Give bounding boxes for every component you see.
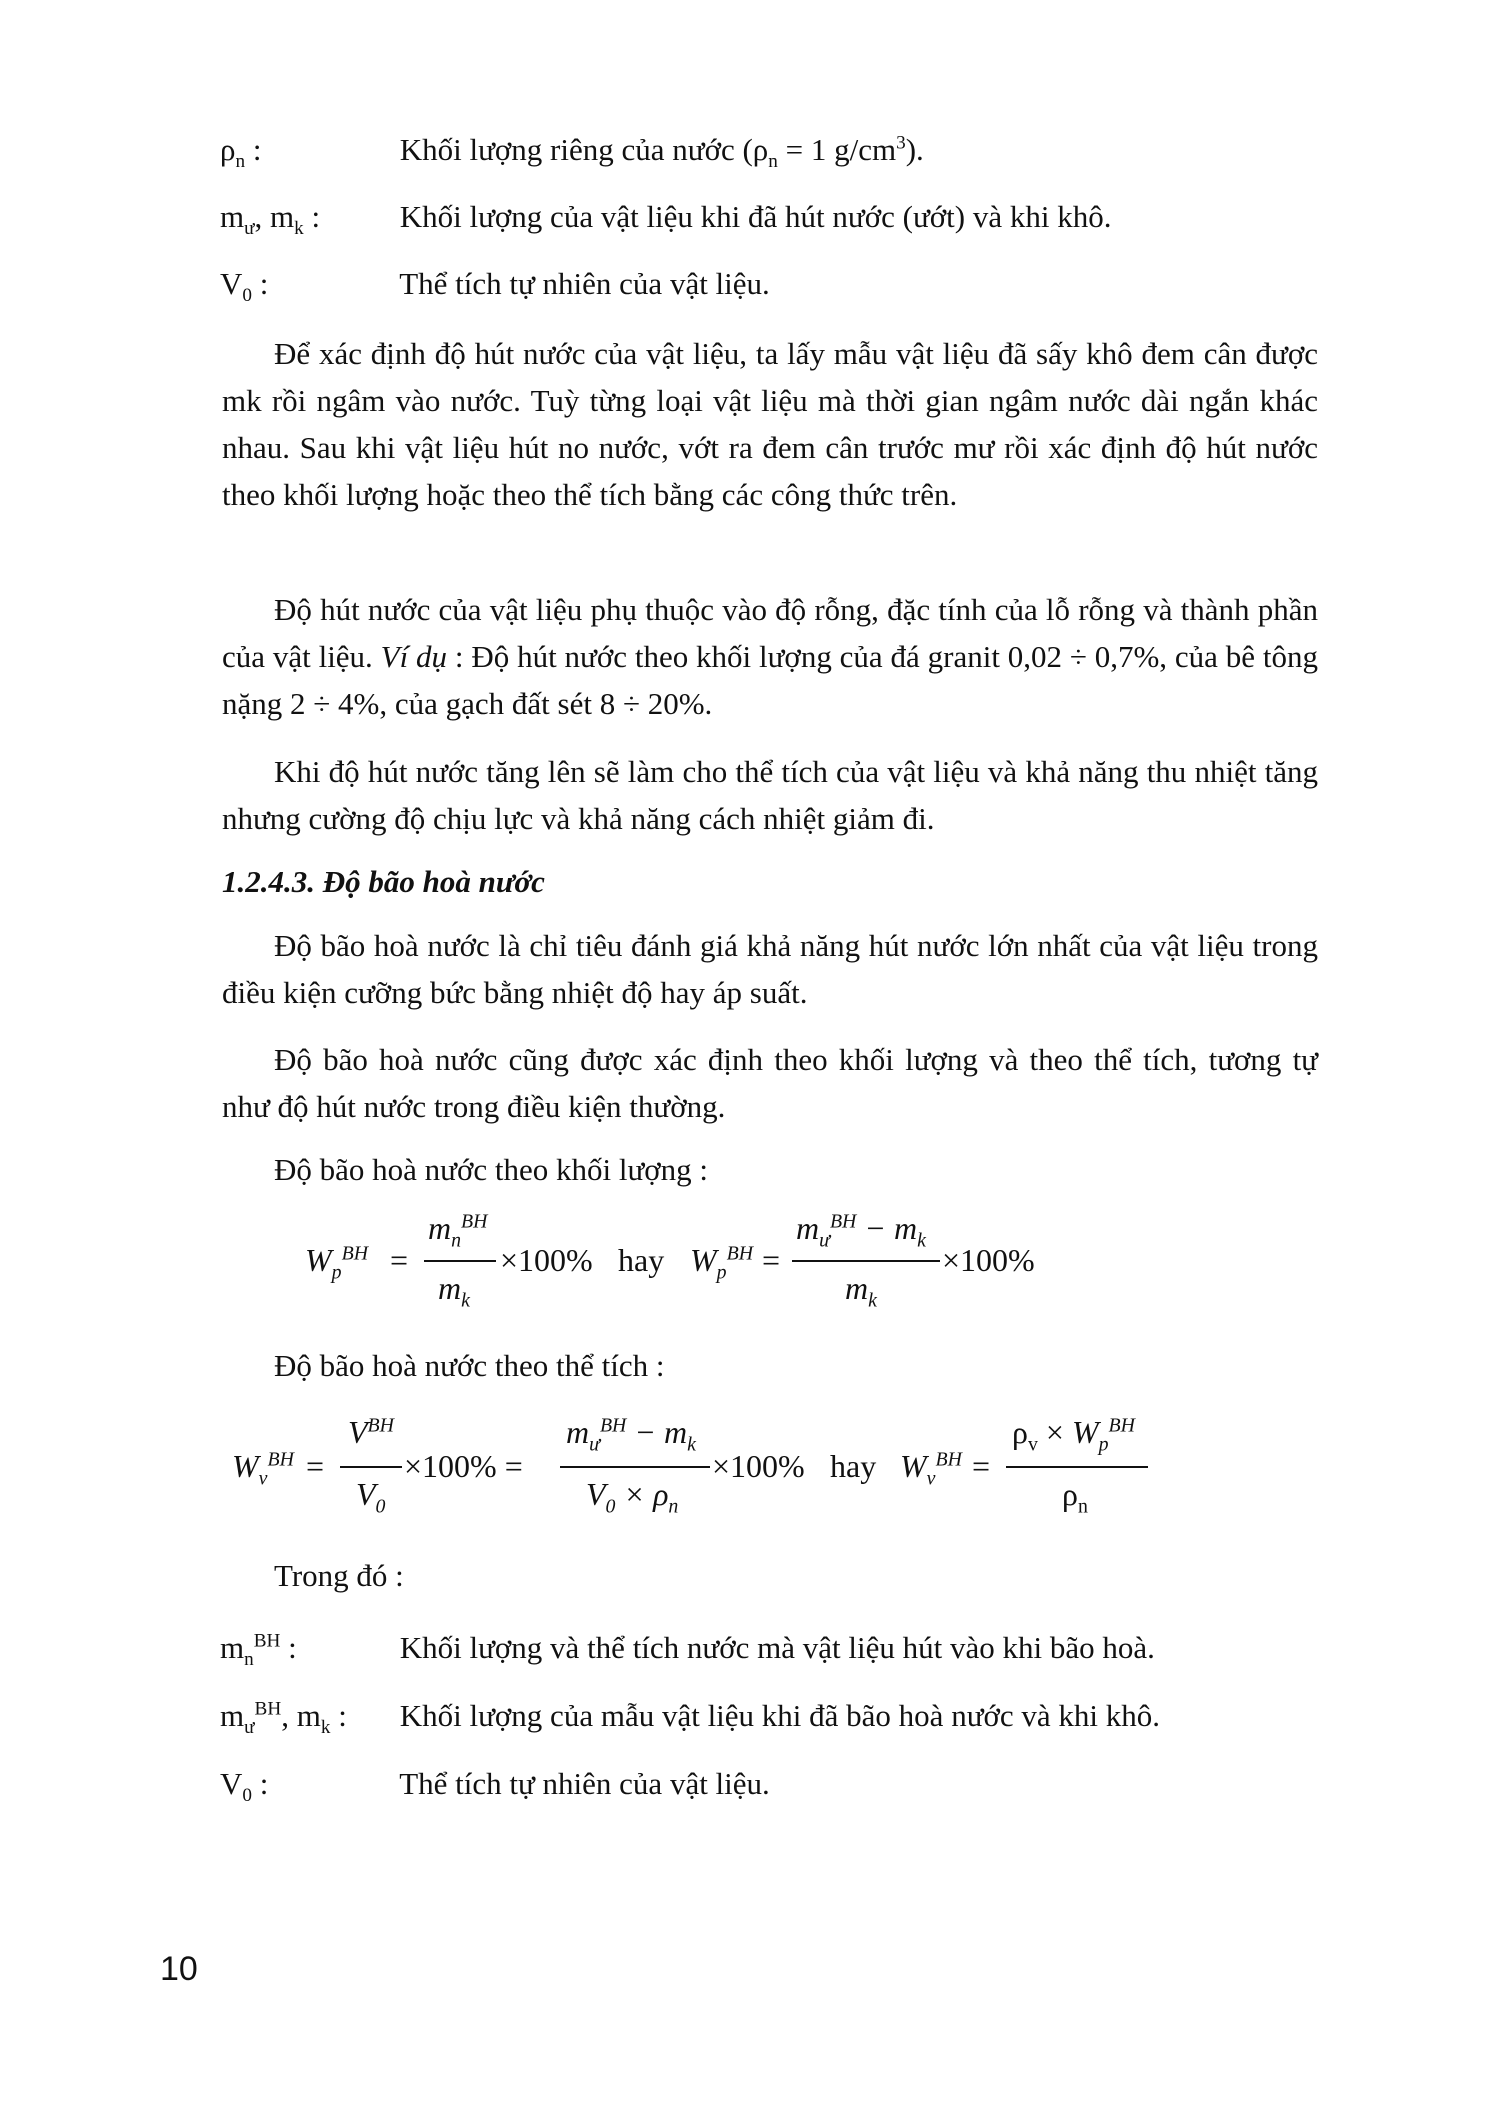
numerator: $\rho_v \times W_p^{BH}$: [1012, 1414, 1135, 1456]
definition-desc: Khối lượng của vật liệu khi đã hút nước (ướt) và khi khô.: [399, 199, 1112, 234]
definition-v0: [220, 264, 770, 307]
equals-sign: =: [762, 1242, 781, 1278]
fraction-bar: [424, 1260, 496, 1262]
where-label: [222, 1556, 404, 1596]
formula-lhs: $W_v^{BH}$: [232, 1448, 294, 1490]
numerator: $m_ư^{BH} - m_k$: [796, 1210, 926, 1252]
definition-term: $m_n^{BH}$ :: [220, 1630, 297, 1671]
denominator: $V_0$: [356, 1476, 386, 1518]
paragraph-measure-absorption: [222, 330, 1318, 518]
definition-v0-bottom: [220, 1764, 770, 1807]
lead-text: Độ bão hoà nước theo khối lượng :: [274, 1152, 709, 1187]
formula-lhs: $W_p^{BH}$: [305, 1242, 369, 1284]
definition-term: $m_ư^{BH}$, $m_k$ :: [220, 1698, 347, 1739]
paragraph-text: Để xác định độ hút nước của vật liệu, ta lấy mẫu vật liệu đã sấy khô đem cân được mk rồi ngâm vào nước. Tuỳ từng loại vật liệu mà thời gian ngâm nước dài ngắn khác nhau. Sau khi vật liệu hút no nước, vớt ra đem cân trước mư rồi xác định độ hút nước theo khối lượng hoặc theo thể tích bằng các công thức trên.: [222, 336, 1318, 512]
equals-sign: =: [972, 1448, 991, 1484]
denominator: $\rho_n$: [1062, 1476, 1088, 1518]
page-number: 10: [160, 1950, 198, 1988]
definition-desc: Khối lượng và thể tích nước mà vật liệu hút vào khi bão hoà.: [399, 1630, 1155, 1665]
definition-rho-n: [220, 130, 924, 173]
paragraph-saturation-definition: [222, 922, 1318, 1016]
numerator: $m_ư^{BH} - m_k$: [566, 1414, 696, 1456]
hay-word: hay: [618, 1242, 665, 1278]
lead-text: Độ bão hoà nước theo thể tích :: [274, 1348, 665, 1383]
times-100: ×100%: [942, 1242, 1035, 1278]
paragraph-saturation-methods: [222, 1036, 1318, 1130]
formula-saturation-volume: [0, 1410, 1490, 1530]
denominator: $V_0 \times \rho_n$: [586, 1476, 679, 1518]
example-label: Ví dụ: [380, 639, 448, 674]
definition-m-n-bh: [220, 1628, 1155, 1671]
definition-desc: Khối lượng riêng của nước ($\rho_n = 1$ $g/cm^3$).: [399, 132, 924, 173]
lead-mass: [222, 1150, 708, 1190]
formula-saturation-mass: [0, 1210, 1490, 1320]
fraction-bar: [792, 1260, 940, 1262]
definition-term: $V_0$ :: [220, 1766, 269, 1807]
section-heading: 1.2.4.3. Độ bão hoà nước: [222, 864, 545, 899]
paragraph-text: : Độ hút nước theo khối lượng của đá granit 0,02 ÷ 0,7%, của bê tông nặng 2 ÷ 4%, của gạch đất sét 8 ÷ 20%.: [222, 639, 1318, 721]
denominator: $m_k$: [845, 1270, 877, 1312]
paragraph-absorption-effect: [222, 748, 1318, 842]
fraction-bar: [560, 1466, 710, 1468]
equals-sign: =: [390, 1242, 409, 1278]
times-100: ×100%: [712, 1448, 805, 1484]
paragraph-absorption-factors: [222, 586, 1318, 727]
hay-word: hay: [830, 1448, 877, 1484]
paragraph-text: Độ bão hoà nước là chỉ tiêu đánh giá khả năng hút nước lớn nhất của vật liệu trong điều kiện cưỡng bức bằng nhiệt độ hay áp suất.: [222, 928, 1318, 1010]
paragraph-text: Độ hút nước của vật liệu phụ thuộc vào độ rỗng, đặc tính của lỗ rỗng và thành phần của vật liệu.: [222, 592, 1318, 674]
definition-term: $\rho_n$ :: [220, 132, 262, 173]
lead-volume: [222, 1346, 664, 1386]
lead-text: Trong đó :: [274, 1558, 404, 1593]
numerator: $m_n^{BH}$: [428, 1210, 488, 1252]
definition-term: $V_0$ :: [220, 266, 269, 307]
formula-lhs-2: $W_v^{BH}$: [900, 1448, 962, 1490]
definition-m-u-bh: [220, 1696, 1161, 1739]
definition-desc: Khối lượng của mẫu vật liệu khi đã bão hoà nước và khi khô.: [399, 1698, 1161, 1733]
numerator: $V^{BH}$: [348, 1414, 394, 1450]
paragraph-text: Khi độ hút nước tăng lên sẽ làm cho thể tích của vật liệu và khả năng thu nhiệt tăng nhưng cường độ chịu lực và khả năng cách nhiệt giảm đi.: [222, 754, 1318, 836]
definition-desc: Thể tích tự nhiên của vật liệu.: [399, 266, 770, 301]
definition-m-u-m-k: [220, 197, 1112, 240]
equals-sign: =: [306, 1448, 325, 1484]
paragraph-text: Độ bão hoà nước cũng được xác định theo khối lượng và theo thể tích, tương tự như độ hút nước trong điều kiện thường.: [222, 1042, 1318, 1124]
formula-lhs-2: $W_p^{BH}$: [690, 1242, 754, 1284]
fraction-bar: [340, 1466, 402, 1468]
times-100: ×100%: [500, 1242, 593, 1278]
fraction-bar: [1006, 1466, 1148, 1468]
definition-term: $m_ư$, $m_k$ :: [220, 199, 321, 240]
definition-desc: Thể tích tự nhiên của vật liệu.: [399, 1766, 770, 1801]
times-100-equals: ×100% =: [404, 1448, 523, 1484]
denominator: $m_k$: [438, 1270, 470, 1312]
